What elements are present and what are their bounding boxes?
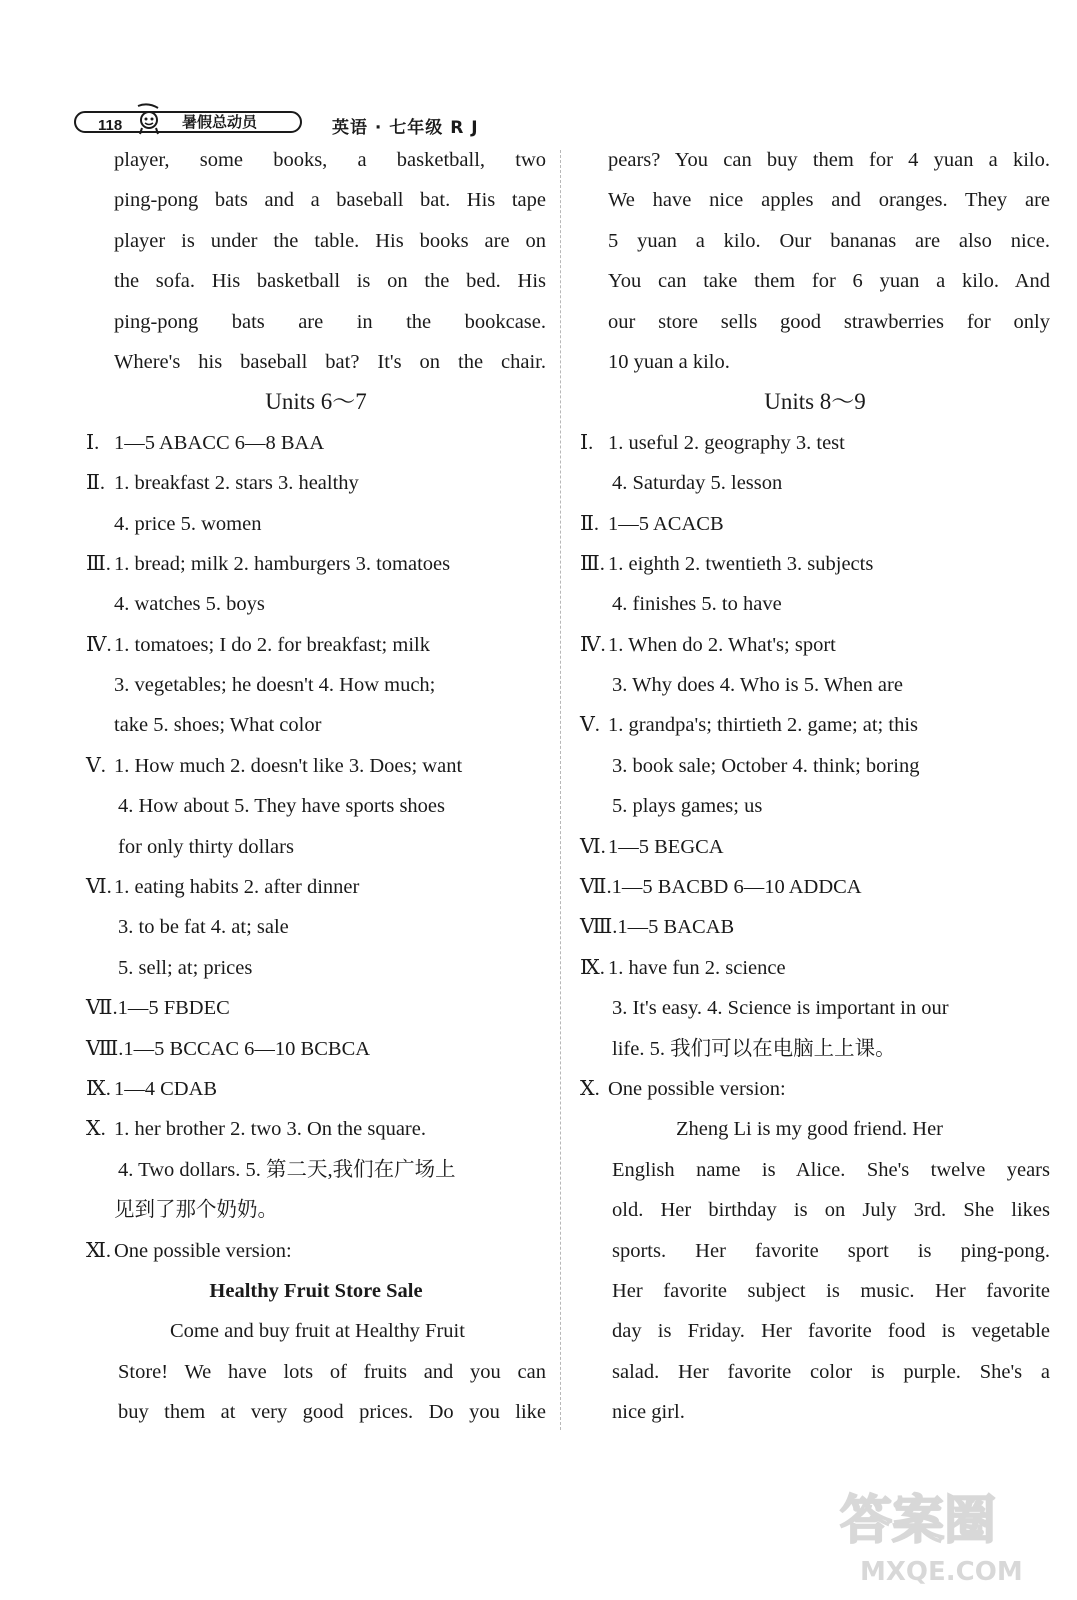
answer-line: [86, 746, 546, 786]
essay-line: nice girl.: [612, 1401, 685, 1424]
answer-text: 1—4 CDAB: [114, 1077, 218, 1100]
answer-line: 3. It's easy. 4. Science is important in our: [612, 997, 949, 1020]
answer-line: 3. Why does 4. Who is 5. When are: [612, 674, 903, 697]
essay-line: day is Friday. Her favorite food is vegetable: [612, 1320, 1050, 1343]
essay-line: Store! We have lots of fruits and you can: [118, 1360, 546, 1383]
text-line: pears? You can buy them for 4 yuan a kilo.: [608, 149, 1050, 171]
essay-line: sports. Her favorite sport is ping-pong.: [612, 1239, 1050, 1262]
answer-line: [86, 1069, 546, 1109]
watermark-brand: 答案圈: [840, 1491, 997, 1551]
unit-title: Units 6～7: [265, 389, 367, 415]
answer-text: 1. her brother 2. two 3. On the square.: [114, 1118, 426, 1141]
section-number: Ⅳ.: [86, 633, 112, 656]
text-line: We have nice apples and oranges. They are: [608, 189, 1050, 212]
answer-line: [86, 544, 546, 584]
text-line: player is under the table. His books are on: [114, 229, 546, 252]
answer-text: 1. eighth 2. twentieth 3. subjects: [608, 552, 874, 575]
answer-line: [580, 827, 1050, 867]
answer-line: [580, 1069, 1050, 1109]
answer-line: 4. finishes 5. to have: [612, 593, 782, 616]
answer-line: [580, 544, 1050, 584]
answer-line: [86, 423, 546, 463]
answer-text: 1—5 ACACB: [608, 512, 724, 535]
section-number: Ⅴ.: [86, 754, 106, 777]
text-line: ping-pong bats and a baseball bat. His tape: [114, 189, 546, 212]
essay-line: Come and buy fruit at Healthy Fruit: [170, 1320, 465, 1343]
answer-text: 1. tomatoes; I do 2. for breakfast; milk: [114, 633, 430, 656]
answer-line: [580, 705, 1050, 745]
text-line: ping-pong bats are in the bookcase.: [114, 310, 546, 333]
answer-text: 1. How much 2. doesn't like 3. Does; want: [114, 754, 463, 777]
answer-text: 1—5 BACBD 6—10 ADDCA: [611, 876, 862, 899]
answer-line: [86, 463, 546, 503]
text-line: the sofa. His basketball is on the bed. His: [114, 270, 546, 293]
essay-line: buy them at very good prices. Do you like: [118, 1401, 546, 1424]
text-line: Where's his baseball bat? It's on the chair.: [114, 350, 546, 373]
section-number: Ⅰ.: [86, 431, 100, 454]
answer-text: 1—5 BEGCA: [608, 835, 724, 858]
watermark-url: MXQE.COM: [860, 1557, 1023, 1587]
answer-line: 4. watches 5. boys: [114, 593, 265, 616]
answer-line: [86, 867, 546, 907]
answer-text: 1. useful 2. geography 3. test: [608, 431, 845, 454]
section-number: Ⅶ.: [86, 997, 118, 1020]
section-number: Ⅸ.: [86, 1077, 111, 1100]
answer-text: 1—5 ABACC 6—8 BAA: [114, 431, 325, 454]
answer-line: 4. price 5. women: [114, 512, 262, 535]
text-line: 5 yuan a kilo. Our bananas are also nice.: [608, 229, 1050, 252]
answer-line: take 5. shoes; What color: [114, 714, 322, 737]
section-number: Ⅹ.: [580, 1077, 600, 1100]
answer-text: 1. eating habits 2. after dinner: [114, 876, 360, 899]
essay-title: Healthy Fruit Store Sale: [209, 1279, 423, 1302]
answer-line: [580, 907, 1050, 947]
answer-line: 3. vegetables; he doesn't 4. How much;: [114, 674, 436, 697]
essay-line: Her favorite subject is music. Her favorite: [612, 1279, 1050, 1302]
text-line: player, some books, a basketball, two: [114, 149, 546, 171]
page-header: [74, 108, 634, 138]
answer-line: life. 5. 我们可以在电脑上上课。: [612, 1037, 896, 1060]
answer-line: 4. Two dollars. 5. 第二天,我们在广场上: [118, 1158, 456, 1181]
section-number: Ⅷ.: [86, 1037, 124, 1060]
answer-line: [580, 625, 1050, 665]
section-number: Ⅶ.: [580, 876, 612, 899]
unit-title: Units 8～9: [764, 389, 866, 415]
section-number: Ⅺ.: [86, 1239, 111, 1262]
answer-text: 1—5 BACAB: [617, 916, 735, 939]
answer-line: 5. plays games; us: [612, 795, 763, 818]
answer-text: 1. have fun 2. science: [608, 956, 786, 979]
answer-text: One possible version:: [114, 1239, 292, 1262]
subject-label: 英语 · 七年级 R J: [332, 118, 479, 138]
section-number: Ⅳ.: [580, 633, 606, 656]
answer-text: 1. breakfast 2. stars 3. healthy: [114, 472, 359, 495]
answer-line: 3. to be fat 4. at; sale: [118, 916, 289, 939]
essay-line: old. Her birthday is on July 3rd. She likes: [612, 1199, 1050, 1222]
text-line: our store sells good strawberries for only: [608, 310, 1050, 333]
section-number: Ⅹ.: [86, 1118, 106, 1141]
answer-line: [580, 423, 1050, 463]
text-line: You can take them for 6 yuan a kilo. And: [608, 270, 1050, 293]
essay-line: Zheng Li is my good friend. Her: [676, 1118, 944, 1141]
mascot-icon: [134, 102, 164, 136]
section-number: Ⅷ.: [580, 916, 618, 939]
answer-line: [580, 948, 1050, 988]
section-number: Ⅴ.: [580, 714, 600, 737]
answer-text: 1. grandpa's; thirtieth 2. game; at; this: [608, 714, 918, 737]
answer-line: [86, 1231, 546, 1271]
section-number: Ⅱ.: [580, 512, 600, 535]
column-divider: [560, 150, 561, 1430]
answer-line: [86, 988, 546, 1028]
section-number: Ⅵ.: [580, 835, 606, 858]
answer-line: [86, 625, 546, 665]
essay-line: English name is Alice. She's twelve years: [612, 1158, 1050, 1181]
answer-text: One possible version:: [608, 1077, 786, 1100]
section-number: Ⅰ.: [580, 431, 594, 454]
section-number: Ⅵ.: [86, 876, 112, 899]
essay-line: salad. Her favorite color is purple. She's a: [612, 1360, 1050, 1383]
answer-line: [86, 1109, 546, 1149]
answer-text: 1. When do 2. What's; sport: [608, 633, 836, 656]
section-number: Ⅲ.: [580, 552, 605, 575]
answer-line: for only thirty dollars: [118, 835, 294, 858]
page-number: 118: [98, 117, 123, 134]
answer-line: 5. sell; at; prices: [118, 956, 253, 979]
answer-line: 见到了那个奶奶。: [114, 1199, 278, 1222]
section-number: Ⅲ.: [86, 552, 111, 575]
answer-text: 1—5 BCCAC 6—10 BCBCA: [123, 1037, 371, 1060]
answer-line: [580, 504, 1050, 544]
section-number: Ⅱ.: [86, 472, 106, 495]
answer-line: 4. Saturday 5. lesson: [612, 472, 783, 495]
answer-text: 1. bread; milk 2. hamburgers 3. tomatoes: [114, 552, 451, 575]
right-column: [580, 140, 1050, 1433]
answer-line: [86, 1029, 546, 1069]
answer-line: 4. How about 5. They have sports shoes: [118, 795, 446, 818]
series-name: 暑假总动员: [182, 113, 258, 131]
text-line: 10 yuan a kilo.: [608, 350, 730, 373]
section-number: Ⅸ.: [580, 956, 605, 979]
answer-line: [580, 867, 1050, 907]
answer-text: 1—5 FBDEC: [117, 997, 230, 1020]
watermark-logo: [820, 1480, 1050, 1590]
answer-line: 3. book sale; October 4. think; boring: [612, 754, 920, 777]
left-column: [86, 140, 546, 1433]
